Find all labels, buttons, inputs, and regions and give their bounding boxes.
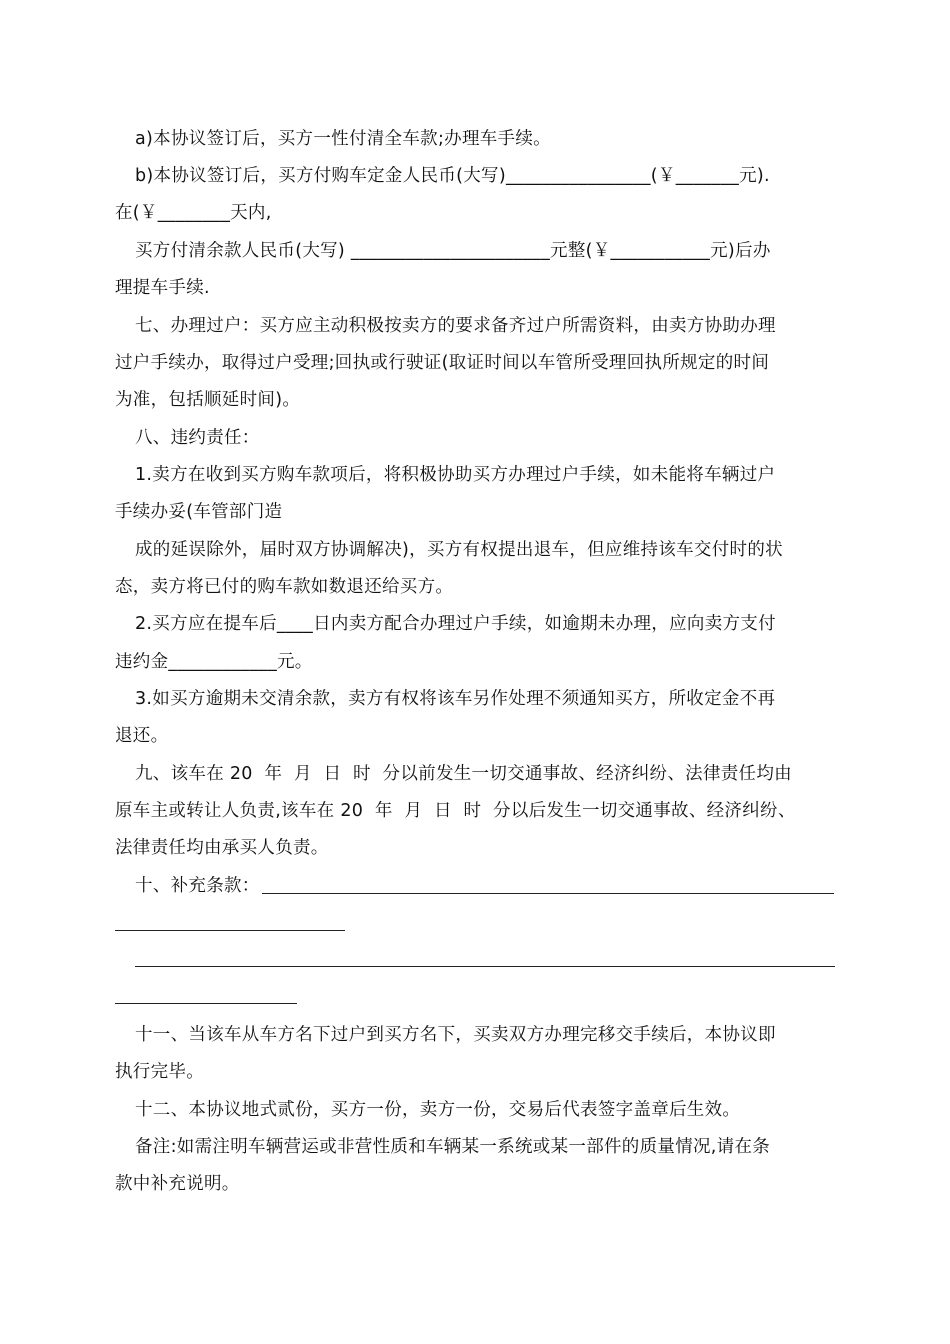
clause-b-deposit: b)本协议签订后，买方付购车定金人民币(大写)________________(￥_______元).	[135, 166, 770, 186]
clause-8-3-line-1: 3.如买方逾期未交清余款，卖方有权将该车另作处理不须通知买方，所收定金不再	[135, 689, 776, 709]
clause-7-line-2: 过户手续办，取得过户受理;回执或行驶证(取证时间以车管所受理回执所规定的时间	[115, 353, 770, 373]
supplement-blank-line-4	[115, 1003, 297, 1004]
clause-8-1-line-4: 态，卖方将已付的购车款如数退还给买方。	[115, 577, 454, 597]
supplement-blank-line-2	[115, 930, 345, 931]
clause-11-line-2: 执行完毕。	[115, 1062, 204, 1082]
clause-b-deadline: 在(￥________天内,	[115, 203, 272, 223]
clause-8-3-line-2: 退还。	[115, 726, 169, 746]
clause-7-line-3: 为准，包括顺延时间)。	[115, 390, 301, 410]
clause-11-line-1: 十一、当该车从车方名下过户到买方名下，买卖双方办理完移交手续后，本协议即	[135, 1025, 776, 1045]
remarks-line-2: 款中补充说明。	[115, 1174, 240, 1194]
clause-12: 十二、本协议地式贰份，买方一份，卖方一份，交易后代表签字盖章后生效。	[135, 1100, 741, 1120]
clause-8-2-line-1: 2.买方应在提车后____日内卖方配合办理过户手续，如逾期未办理，应向卖方支付	[135, 614, 776, 634]
clause-9-line-3: 法律责任均由承买人负责。	[115, 838, 329, 858]
clause-a-payment-full: a)本协议签订后，买方一性付清全车款;办理车手续。	[135, 129, 551, 149]
supplement-blank-line-1	[262, 893, 834, 894]
clause-10-heading: 十、补充条款：	[135, 876, 260, 896]
clause-8-1-line-3: 成的延误除外，届时双方协调解决)，买方有权提出退车，但应维持该车交付时的状	[135, 540, 783, 560]
clause-b-balance: 买方付清余款人民币(大写) ______________________元整(￥___________元)后办	[135, 241, 771, 261]
clause-b-pickup: 理提车手续.	[115, 278, 210, 298]
clause-8-heading: 八、违约责任：	[135, 428, 260, 448]
clause-8-1-line-1: 1.卖方在收到买方购车款项后，将积极协助买方办理过户手续，如未能将车辆过户	[135, 465, 776, 485]
clause-7-heading: 七、办理过户：买方应主动积极按卖方的要求备齐过户所需资料，由卖方协助办理	[135, 316, 776, 336]
supplement-blank-line-3	[135, 966, 835, 967]
clause-9-line-1: 九、该车在 20 年 月 日 时 分以前发生一切交通事故、经济纠纷、法律责任均由	[135, 764, 792, 784]
remarks-line-1: 备注:如需注明车辆营运或非营性质和车辆某一系统或某一部件的质量情况,请在条	[135, 1137, 771, 1157]
clause-8-1-line-2: 手续办妥(车管部门造	[115, 502, 283, 522]
clause-8-2-line-2: 违约金____________元。	[115, 652, 313, 672]
clause-9-line-2: 原车主或转让人负责,该车在 20 年 月 日 时 分以后发生一切交通事故、经济纠纷、	[115, 801, 796, 821]
